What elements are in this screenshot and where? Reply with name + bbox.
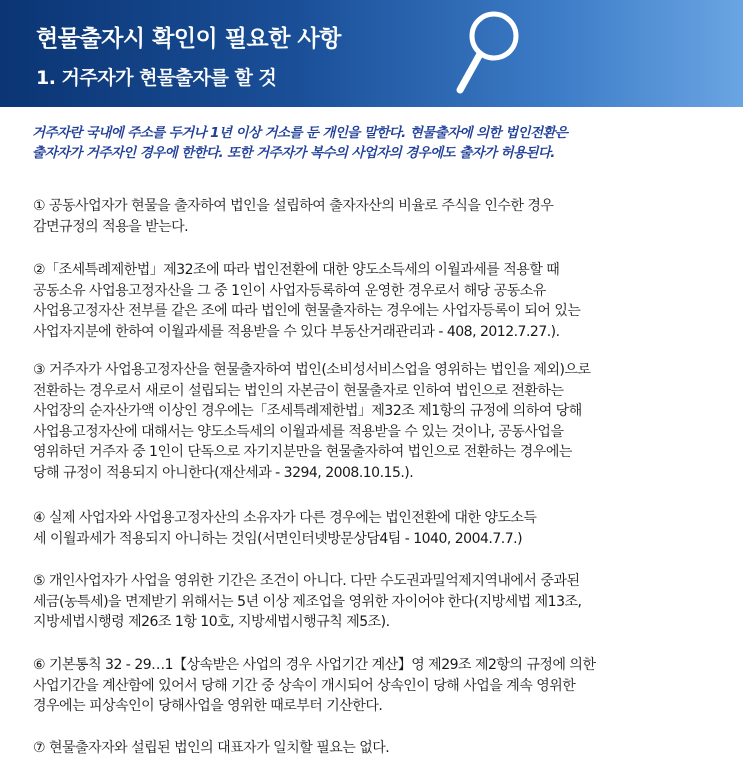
item-line: 세금(농특세)을 면제받기 위해서는 5년 이상 제조업을 영위한 자이어야 한다(지방세법 제13조,	[33, 593, 582, 610]
magnifier-icon	[452, 4, 524, 100]
intro-line: 출자자가 거주자인 경우에 한한다. 또한 거주자가 복수의 사업자의 경우에도 출자가 허용된다.	[32, 145, 555, 161]
item-line: 사업자지분에 한하여 이월과세를 적용받을 수 있다 부동산거래관리과 - 408, 2012.7.27.).	[33, 323, 560, 340]
item-line: 경우에는 피상속인이 당해사업을 영위한 때로부터 기산한다.	[33, 698, 383, 714]
item-line: 공동소유 사업용고정자산을 그 중 1인이 사업자등록하여 운영한 경우로서 해당 공동소유	[33, 282, 546, 299]
item-line: 영위하던 거주자 중 1인이 단독으로 자기지분만을 현물출자하여 법인으로 전환하는 경우에는	[33, 444, 572, 460]
item-line: ⑤ 개인사업자가 사업을 영위한 기간은 조건이 아니다. 다만 수도권과밀억제지역내에서 중과된	[33, 573, 580, 589]
header-banner	[0, 0, 743, 107]
list-item-6	[33, 655, 733, 717]
list-item-3	[33, 360, 733, 483]
intro-line: 거주자란 국내에 주소를 두거나 1년 이상 거소를 둔 개인을 말한다. 현물출자에 의한 법인전환은	[32, 125, 568, 141]
item-line: 사업용고정자산에 대해서는 양도소득세의 이월과세를 적용받을 수 있는 것이나, 공동사업을	[33, 423, 564, 440]
item-line: 세 이월과세가 적용되지 아니하는 것임(서면인터넷방문상담4팀 - 1040, 2004.7.7.)	[33, 530, 523, 547]
list-item-4	[33, 508, 733, 549]
list-item-2	[33, 260, 733, 342]
item-line: ②「조세특례제한법」제32조에 따라 법인전환에 대한 양도소득세의 이월과세를 적용할 때	[33, 262, 560, 278]
item-line: 당해 규정이 적용되지 아니한다(재산세과 - 3294, 2008.10.15.).	[33, 464, 414, 481]
item-line: 사업기간을 계산함에 있어서 당해 기간 중 상속이 개시되어 상속인이 당해 사업을 계속 영위한	[33, 677, 576, 694]
item-line: ③ 거주자가 사업용고정자산을 현물출자하여 법인(소비성서비스업을 영위하는 법인을 제외)으로	[33, 362, 591, 378]
list-item-7	[33, 738, 733, 759]
item-line: 감면규정의 적용을 받는다.	[33, 218, 189, 235]
item-line: 사업장의 순자산가액 이상인 경우에는「조세특례제한법」제32조 제1항의 규정에 의하여 당해	[33, 403, 582, 419]
item-line: ① 공동사업자가 현물을 출자하여 법인을 설립하여 출자자산의 비율로 주식을 인수한 경우	[33, 198, 554, 214]
item-line: 사업용고정자산 전부를 같은 조에 따라 법인에 현물출자하는 경우에는 사업자등록이 되어 있는	[33, 303, 581, 319]
page-title: 현물출자시 확인이 필요한 사항	[36, 26, 341, 52]
section-subtitle: 1. 거주자가 현물출자를 할 것	[36, 67, 277, 89]
list-item-5	[33, 571, 733, 633]
intro-text	[32, 123, 732, 163]
item-line: ⑥ 기본통칙 32 - 29…1【상속받은 사업의 경우 사업기간 계산】영 제29조 제2항의 규정에 의한	[33, 657, 596, 673]
item-line: ④ 실제 사업자와 사업용고정자산의 소유자가 다른 경우에는 법인전환에 대한 양도소득	[33, 510, 537, 526]
item-line: ⑦ 현물출자자와 설립된 법인의 대표자가 일치할 필요는 없다.	[33, 740, 390, 756]
item-line: 전환하는 경우로서 새로이 설립되는 법인의 자본금이 현물출자로 인하여 법인으로 전환하는	[33, 382, 564, 399]
item-line: 지방세법시행령 제26조 1항 10호, 지방세법시행규칙 제5조).	[33, 614, 390, 630]
list-item-1	[33, 196, 733, 237]
